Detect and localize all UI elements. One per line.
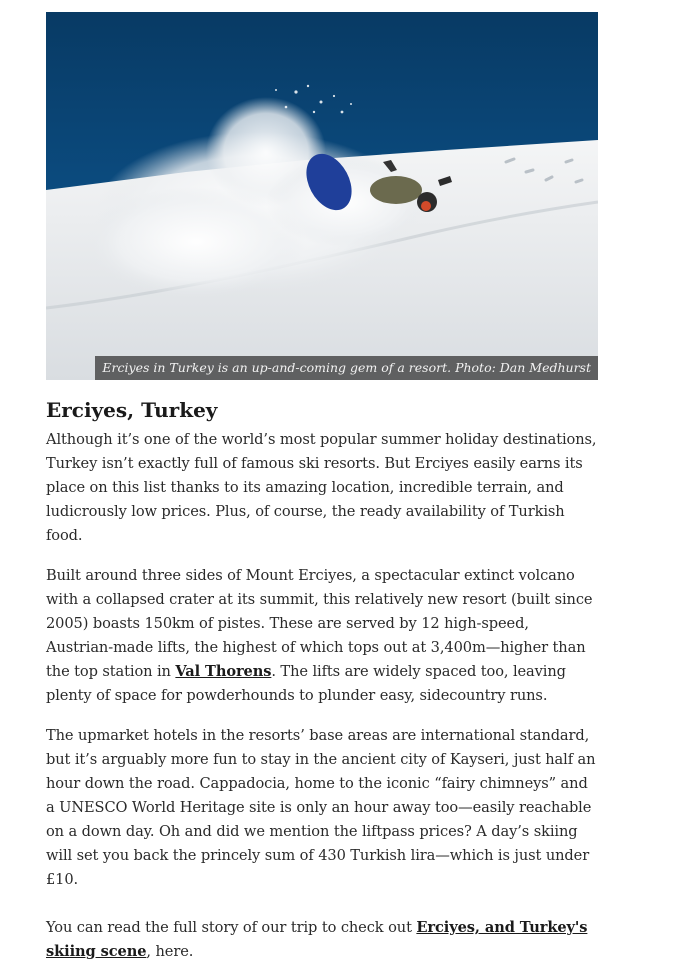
paragraph-hotels: The upmarket hotels in the resorts’ base areas are international standard, but it’s arguably more fun to stay in the ancient city of Kayseri, just half an hour down the road. Cappadocia, home to the iconic “fairy chimneys” and a UNESCO World Heritage site is only an hour away too—easily reachable on a down day. Oh and did we mention the liftpass prices? A day’s skiing will set you back the princely sum of 430 Turkish lira—which is just under £10. [46,727,596,888]
photo-caption: Erciyes in Turkey is an up-and-coming gem of a resort. Photo: Dan Medhurst [95,356,598,380]
snowboarder-illustration [46,12,598,380]
read-more-text-1: You can read the full story of our trip to check out [46,919,417,936]
article [46,12,598,980]
val-thorens-link[interactable]: Val Thorens [175,663,272,680]
paragraph-intro: Although it’s one of the world’s most popular summer holiday destinations, Turkey isn’t exactly full of famous ski resorts. But Erciyes easily earns its place on this list thanks to its amazing location, incredible terrain, and ludicrously low prices. Plus, of course, the ready availability of Turkish food. [46,431,597,544]
read-more-text-2: , here. [146,943,194,960]
hero-photo [46,12,598,380]
paragraph-resort [46,564,598,708]
paragraph-resort-text-2: . The lifts are widely spaced too, leaving plenty of space for powderhounds to plunder easy, sidecountry runs. [46,663,566,704]
section-title: Erciyes, Turkey [46,398,218,422]
paragraph-read-more [46,916,598,964]
full-story-link[interactable]: Erciyes, and Turkey's skiing scene [46,919,588,960]
paragraph-resort-text-1: Built around three sides of Mount Erciyes, a spectacular extinct volcano with a collapsed crater at its summit, this relatively new resort (built since 2005) boasts 150km of pistes. These are served by 12 high-speed, Austrian-made lifts, the highest of which tops out at 3,400m—higher than the top station in [46,567,593,680]
